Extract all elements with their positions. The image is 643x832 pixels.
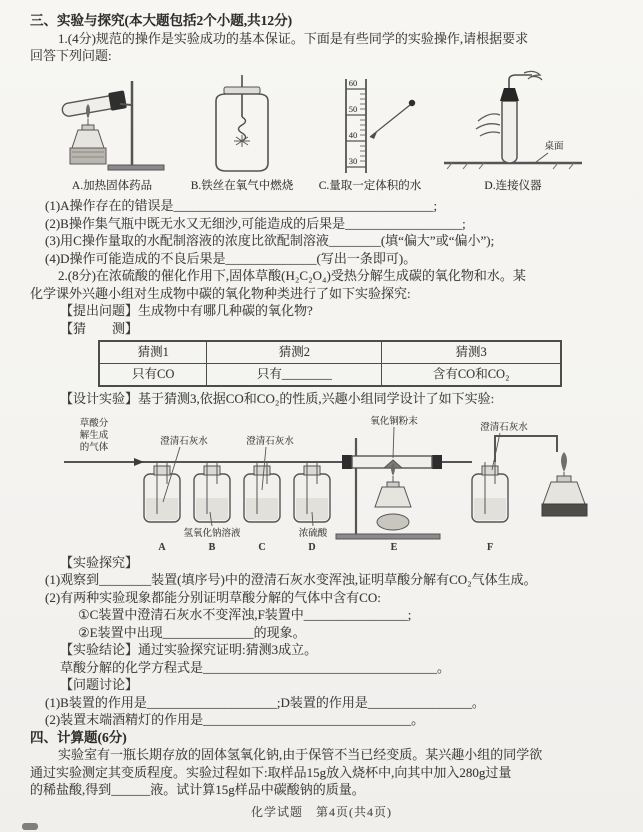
scale-30: 30 — [348, 155, 358, 166]
desk-label: 桌面 — [544, 141, 564, 152]
q1-item-3: (3)用C操作量取的水配制溶液的浓度比欲配制溶液________(填“偏大”或“偏小”); — [45, 233, 495, 248]
q1-intro-line1: 1.(4分)规范的操作是实验成功的基本保证。下面是有些同学的实验操作,请根据要求 — [58, 30, 529, 46]
explore-title: 【实验探究】 — [60, 554, 139, 570]
figure-d — [438, 69, 588, 196]
figure-a-caption: A.加热固体药品 — [71, 179, 153, 192]
figure-c — [308, 75, 432, 196]
q3-line1: 实验室有一瓶长期存放的固体氢氧化钠,由于保管不当已经变质。某兴趣小组的同学欲 — [58, 747, 543, 762]
discuss-title: 【问题讨论】 — [60, 677, 139, 692]
bottle-f-letter: F — [486, 541, 494, 553]
bottle-d-letter: D — [308, 541, 316, 553]
bottle-c-letter: C — [258, 541, 266, 553]
copper-oxide-label: 氧化铜粉末 — [370, 416, 418, 427]
heating-solid-apparatus-icon — [48, 75, 176, 177]
connecting-apparatus-icon — [438, 69, 588, 177]
figure-d-caption: D.连接仪器 — [484, 179, 542, 192]
tube-e-letter: E — [390, 541, 398, 553]
guess-3-header: 猜测3 — [382, 341, 561, 364]
measuring-cylinder-icon — [308, 75, 432, 177]
discuss-item-1: (1)B装置的作用是____________________;D装置的作用是________________。 — [45, 694, 485, 710]
limewater-f-label: 澄清石灰水 — [480, 422, 528, 433]
guess-1-header: 猜测1 — [99, 341, 207, 364]
gas-label-line3: 的气体 — [79, 442, 109, 453]
limewater-c-label: 澄清石灰水 — [246, 436, 294, 447]
naoh-solution-label: 氢氧化钠溶液 — [183, 528, 241, 539]
figure-b — [182, 75, 302, 196]
q1-intro-line2: 回答下列问题: — [30, 48, 112, 63]
limewater-a-label: 澄清石灰水 — [160, 436, 208, 447]
figure-b-caption: B.铁丝在氧气中燃烧 — [190, 179, 294, 192]
section4-heading: 四、计算题(6分) — [30, 729, 127, 745]
q2-intro-line1: 2.(8分)在浓硫酸的催化作用下,固体草酸(H₂C₂O₄)受热分解生成碳的氧化物和水。某 — [58, 268, 526, 283]
scale-40: 40 — [348, 129, 358, 140]
experiment-diagram — [42, 410, 617, 554]
q2-guess-label: 【猜 测】 — [60, 320, 139, 336]
gas-label-line1: 草酸分 — [79, 418, 109, 429]
conclusion-line2: 草酸分解的化学方程式是____________________________________。 — [60, 659, 451, 675]
q2-design: 【设计实验】基于猜测3,依据CO和CO₂的性质,兴趣小组同学设计了如下实验: — [60, 391, 495, 406]
q1-item-1: (1)A操作存在的错误是________________________________________; — [45, 198, 438, 213]
sulfuric-acid-label: 浓硫酸 — [298, 528, 328, 539]
q1-item-4: (4)D操作可能造成的不良后果是______________(写出一条即可)。 — [45, 250, 417, 266]
gas-train-diagram-icon — [42, 410, 627, 554]
explore-item-2-2: ②E装置中出现______________的现象。 — [78, 624, 306, 640]
guess-table — [98, 340, 562, 387]
guess-2-header: 猜测2 — [207, 341, 382, 364]
q2-intro-line2: 化学课外兴趣小组对生成物中碳的氧化物种类进行了如下实验探究: — [30, 285, 411, 301]
explore-item-1: (1)观察到________装置(填序号)中的澄清石灰水变浑浊,证明草酸分解有CO₂气体生成。 — [45, 572, 537, 587]
bottle-a-letter: A — [158, 541, 166, 553]
q1-item-2: (2)B操作集气瓶中既无水又无细沙,可能造成的后果是__________________; — [45, 215, 466, 231]
page-footer: 化学试题 第4页(共4页) — [251, 805, 392, 819]
guess-table-value-row — [99, 364, 561, 387]
explore-item-2: (2)有两种实验现象都能分别证明草酸分解的气体中含有CO: — [45, 589, 381, 605]
guess-table-header-row — [99, 341, 561, 364]
q3-line2: 通过实验测定其变质程度。实验过程如下:取样品15g放入烧杯中,向其中加入280g过量 — [30, 764, 512, 780]
scale-50: 50 — [348, 103, 358, 114]
guess-1-value: 只有CO — [99, 364, 207, 387]
q1-figure-row — [48, 69, 617, 196]
scan-artifact — [22, 823, 38, 830]
bottle-b-letter: B — [208, 541, 216, 553]
section3-heading: 三、实验与探究(本大题包括2个小题,共12分) — [30, 13, 293, 28]
iron-wire-in-oxygen-icon — [182, 75, 302, 177]
guess-3-value: 含有CO和CO₂ — [382, 364, 561, 387]
figure-c-caption: C.量取一定体积的水 — [318, 179, 422, 192]
discuss-item-2: (2)装置末端酒精灯的作用是________________________________。 — [45, 712, 425, 727]
guess-2-value: 只有________ — [207, 364, 382, 387]
q3-line3: 的稀盐酸,得到______液。试计算15g样品中碳酸钠的质量。 — [30, 782, 365, 797]
scale-60: 60 — [348, 77, 358, 88]
explore-item-2-1: ①C装置中澄清石灰水不变浑浊,F装置中________________; — [78, 607, 412, 622]
conclusion-line1: 【实验结论】通过实验探究证明:猜测3成立。 — [60, 642, 318, 657]
q2-ask: 【提出问题】生成物中有哪几种碳的氧化物? — [60, 303, 313, 318]
figure-a — [48, 75, 176, 196]
gas-label-line2: 解生成 — [79, 430, 109, 441]
